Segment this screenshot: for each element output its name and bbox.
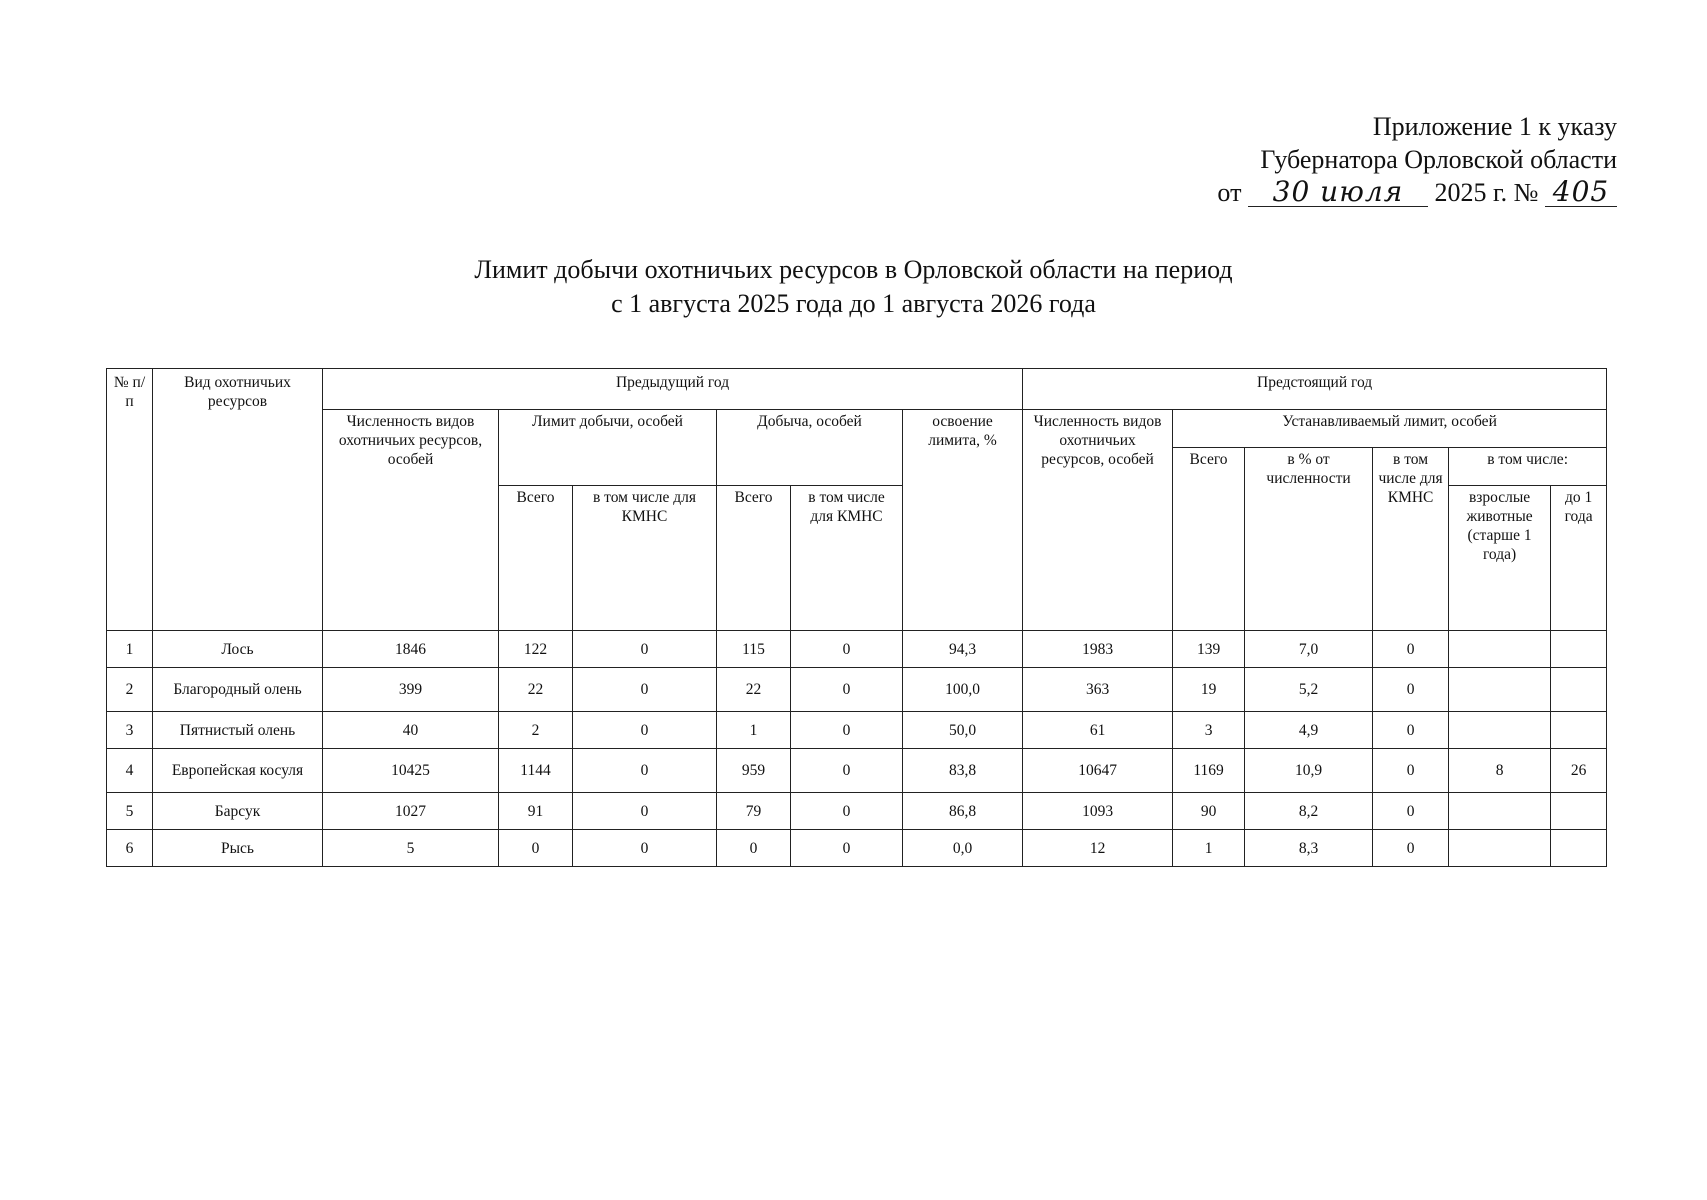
header-num: № п/п	[107, 369, 153, 631]
header-next-kmns: в том числе для КМНС	[1373, 448, 1449, 631]
appendix-line-3	[1057, 176, 1617, 209]
cell-limit-total: 0	[499, 830, 573, 867]
cell-species: Пятнистый олень	[153, 712, 323, 749]
cell-limit-kmns: 0	[573, 749, 717, 793]
cell-catch-total: 959	[717, 749, 791, 793]
cell-next-kmns: 0	[1373, 830, 1449, 867]
cell-num: 3	[107, 712, 153, 749]
header-next-population: Численность видов охотничьих ресурсов, особей	[1023, 410, 1173, 631]
header-catch-kmns: в том числе для КМНС	[791, 486, 903, 631]
cell-prev-population: 1027	[323, 793, 499, 830]
cell-catch-kmns: 0	[791, 749, 903, 793]
cell-limit-total: 2	[499, 712, 573, 749]
cell-next-population: 10647	[1023, 749, 1173, 793]
cell-next-kmns: 0	[1373, 631, 1449, 668]
cell-usage: 86,8	[903, 793, 1023, 830]
cell-adults: 8	[1449, 749, 1551, 793]
cell-young	[1551, 793, 1607, 830]
appendix-line-2: Губернатора Орловской области	[1260, 145, 1617, 174]
header-prev-population: Численность видов охотничьих ресурсов, особей	[323, 410, 499, 631]
cell-limit-kmns: 0	[573, 712, 717, 749]
cell-adults	[1449, 793, 1551, 830]
document-title	[0, 253, 1707, 321]
cell-usage: 94,3	[903, 631, 1023, 668]
header-next-limit: Устанавливаемый лимит, особей	[1173, 410, 1607, 448]
cell-usage: 100,0	[903, 668, 1023, 712]
appendix-year: 2025 г. №	[1434, 178, 1539, 207]
header-young: до 1 года	[1551, 486, 1607, 631]
cell-limit-kmns: 0	[573, 793, 717, 830]
limits-table	[106, 368, 1607, 867]
cell-usage: 83,8	[903, 749, 1023, 793]
cell-next-kmns: 0	[1373, 749, 1449, 793]
table-row	[107, 793, 1607, 830]
cell-catch-total: 0	[717, 830, 791, 867]
table-row	[107, 668, 1607, 712]
cell-young	[1551, 712, 1607, 749]
cell-percent: 5,2	[1245, 668, 1373, 712]
header-next-year: Предстоящий год	[1023, 369, 1607, 410]
title-line-2: с 1 августа 2025 года до 1 августа 2026 года	[611, 289, 1096, 318]
cell-catch-kmns: 0	[791, 668, 903, 712]
cell-species: Благородный олень	[153, 668, 323, 712]
cell-adults	[1449, 631, 1551, 668]
header-limit-kmns: в том числе для КМНС	[573, 486, 717, 631]
header-prev-catch: Добыча, особей	[717, 410, 903, 486]
cell-next-total: 139	[1173, 631, 1245, 668]
cell-prev-population: 10425	[323, 749, 499, 793]
cell-catch-total: 79	[717, 793, 791, 830]
cell-catch-total: 22	[717, 668, 791, 712]
cell-prev-population: 1846	[323, 631, 499, 668]
cell-next-population: 12	[1023, 830, 1173, 867]
header-species: Вид охотничьих ресурсов	[153, 369, 323, 631]
cell-next-kmns: 0	[1373, 712, 1449, 749]
handwritten-number: 405	[1545, 178, 1617, 207]
cell-limit-kmns: 0	[573, 830, 717, 867]
cell-next-population: 61	[1023, 712, 1173, 749]
appendix-prefix: от	[1217, 178, 1242, 207]
header-percent-population: в % от численности	[1245, 448, 1373, 631]
cell-num: 1	[107, 631, 153, 668]
table-row	[107, 631, 1607, 668]
cell-catch-kmns: 0	[791, 631, 903, 668]
cell-limit-total: 91	[499, 793, 573, 830]
cell-num: 2	[107, 668, 153, 712]
header-adults: взрослые животные (старше 1 года)	[1449, 486, 1551, 631]
cell-next-population: 1093	[1023, 793, 1173, 830]
cell-species: Европейская косуля	[153, 749, 323, 793]
cell-limit-total: 22	[499, 668, 573, 712]
cell-next-total: 90	[1173, 793, 1245, 830]
header-catch-total: Всего	[717, 486, 791, 631]
cell-young	[1551, 631, 1607, 668]
cell-percent: 8,2	[1245, 793, 1373, 830]
cell-catch-total: 1	[717, 712, 791, 749]
cell-species: Рысь	[153, 830, 323, 867]
cell-percent: 10,9	[1245, 749, 1373, 793]
cell-next-kmns: 0	[1373, 668, 1449, 712]
cell-next-total: 1	[1173, 830, 1245, 867]
cell-prev-population: 5	[323, 830, 499, 867]
cell-next-total: 19	[1173, 668, 1245, 712]
table-row	[107, 830, 1607, 867]
cell-next-population: 1983	[1023, 631, 1173, 668]
cell-limit-total: 1144	[499, 749, 573, 793]
cell-catch-total: 115	[717, 631, 791, 668]
cell-usage: 50,0	[903, 712, 1023, 749]
table-row	[107, 712, 1607, 749]
cell-next-total: 1169	[1173, 749, 1245, 793]
cell-next-population: 363	[1023, 668, 1173, 712]
title-line-1: Лимит добычи охотничьих ресурсов в Орловской области на период	[474, 255, 1233, 284]
cell-adults	[1449, 712, 1551, 749]
cell-usage: 0,0	[903, 830, 1023, 867]
cell-catch-kmns: 0	[791, 793, 903, 830]
cell-adults	[1449, 830, 1551, 867]
cell-next-total: 3	[1173, 712, 1245, 749]
cell-limit-kmns: 0	[573, 631, 717, 668]
appendix-block	[1057, 110, 1617, 209]
table-body	[107, 631, 1607, 867]
appendix-line-1: Приложение 1 к указу	[1372, 112, 1617, 141]
handwritten-date: 30 июля	[1248, 178, 1428, 207]
cell-next-kmns: 0	[1373, 793, 1449, 830]
header-including: в том числе:	[1449, 448, 1607, 486]
cell-species: Барсук	[153, 793, 323, 830]
cell-num: 4	[107, 749, 153, 793]
cell-num: 6	[107, 830, 153, 867]
cell-prev-population: 40	[323, 712, 499, 749]
header-prev-limit: Лимит добычи, особей	[499, 410, 717, 486]
cell-species: Лось	[153, 631, 323, 668]
header-next-total: Всего	[1173, 448, 1245, 631]
cell-catch-kmns: 0	[791, 712, 903, 749]
cell-limit-kmns: 0	[573, 668, 717, 712]
cell-catch-kmns: 0	[791, 830, 903, 867]
cell-percent: 8,3	[1245, 830, 1373, 867]
cell-adults	[1449, 668, 1551, 712]
cell-num: 5	[107, 793, 153, 830]
header-prev-usage: освоение лимита, %	[903, 410, 1023, 631]
cell-percent: 4,9	[1245, 712, 1373, 749]
cell-limit-total: 122	[499, 631, 573, 668]
cell-young	[1551, 830, 1607, 867]
cell-young: 26	[1551, 749, 1607, 793]
cell-prev-population: 399	[323, 668, 499, 712]
header-prev-year: Предыдущий год	[323, 369, 1023, 410]
cell-young	[1551, 668, 1607, 712]
table-row	[107, 749, 1607, 793]
cell-percent: 7,0	[1245, 631, 1373, 668]
header-limit-total: Всего	[499, 486, 573, 631]
